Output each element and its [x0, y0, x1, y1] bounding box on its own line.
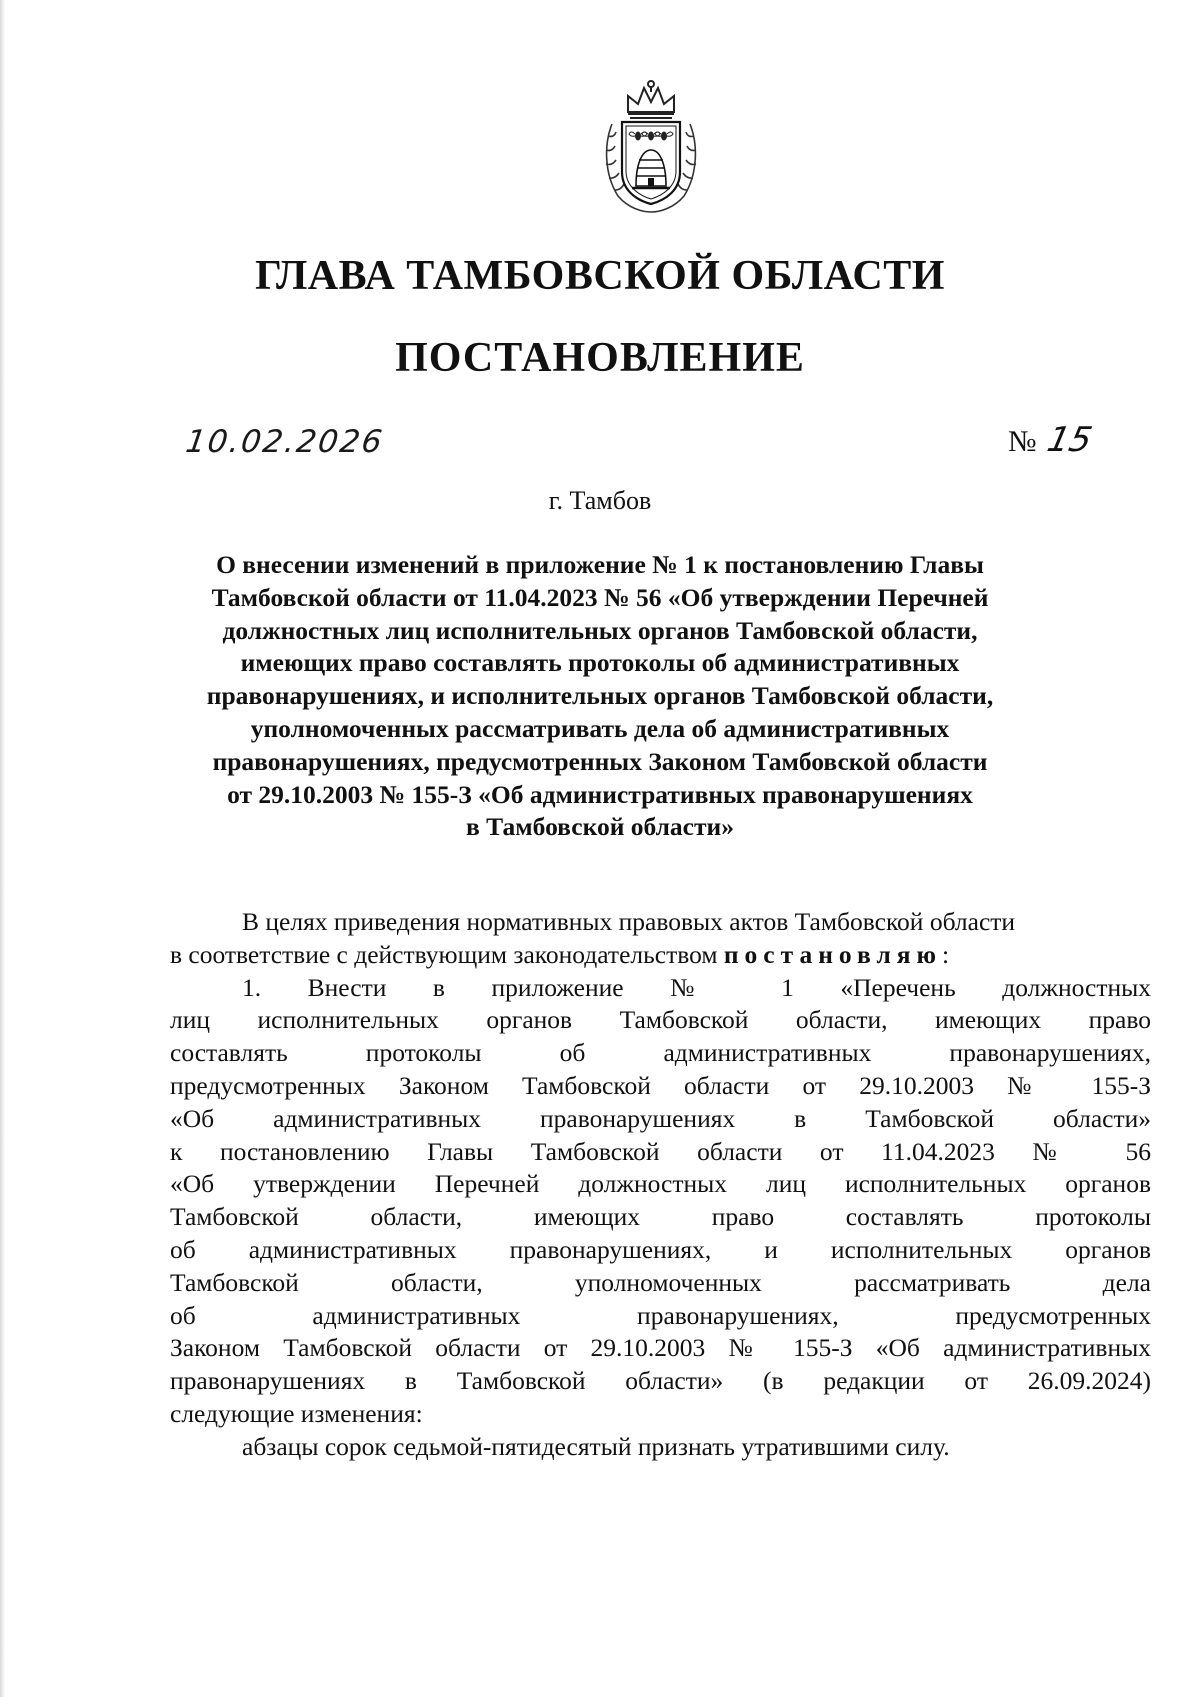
preamble-line: В целях приведения нормативных правовых актов Тамбовской области — [242, 907, 1016, 936]
item-line: следующие изменения: — [170, 1398, 423, 1428]
item-change-line: абзацы сорок седьмой-пятидесятый признать утратившими силу. — [242, 1431, 950, 1461]
title-line: в Тамбовской области» — [466, 812, 734, 842]
document-number — [1008, 420, 1096, 460]
handwritten-date: 10.02.2026 — [183, 424, 387, 460]
item-line: лиц исполнительных органов Тамбовской области, имеющих право — [170, 1005, 1151, 1035]
document-type-heading: ПОСТАНОВЛЕНИЕ — [395, 335, 805, 381]
item-line: составлять протоколы об административных правонарушениях, — [170, 1038, 1151, 1068]
item-line: Законом Тамбовской области от 29.10.2003 № 155-З «Об административных — [170, 1333, 1151, 1363]
item-line: правонарушениях в Тамбовской области» (в редакции от 26.09.2024) — [170, 1366, 1151, 1396]
decree-word: постановляю — [723, 939, 943, 969]
title-line: уполномоченных рассматривать дела об административных — [250, 713, 950, 743]
handwritten-number: 15 — [1043, 420, 1096, 460]
preamble-text: в соответствие с действующим законодательством — [170, 939, 724, 969]
item-line: об административных правонарушениях, предусмотренных — [170, 1300, 1151, 1330]
document-title — [180, 549, 1020, 844]
item-line: предусмотренных Законом Тамбовской области от 29.10.2003 № 155-З — [170, 1070, 1151, 1100]
title-line: должностных лиц исполнительных органов Тамбовской области, — [222, 615, 978, 645]
title-line: правонарушениях, и исполнительных органов Тамбовской области, — [206, 681, 994, 711]
item-line: «Об административных правонарушениях в Тамбовской области» — [170, 1103, 1151, 1133]
title-line: О внесении изменений в приложение № 1 к постановлению Главы — [216, 550, 984, 579]
preamble-line — [170, 939, 1151, 972]
tambov-coat-of-arms-icon — [598, 74, 704, 214]
title-line: имеющих право составлять протоколы об административных — [240, 648, 960, 678]
item-line: об административных правонарушениях, и исполнительных органов — [170, 1234, 1151, 1264]
item-line: Тамбовской области, уполномоченных рассматривать дела — [170, 1267, 1151, 1297]
authority-heading: ГЛАВА ТАМБОВСКОЙ ОБЛАСТИ — [255, 253, 945, 299]
item-line: 1. Внести в приложение № 1 «Перечень должностных — [242, 972, 1151, 1002]
item-line: Тамбовской области, имеющих право составлять протоколы — [170, 1202, 1151, 1232]
item-line: к постановлению Главы Тамбовской области от 11.04.2023 № 56 — [170, 1136, 1151, 1166]
preamble-colon: : — [942, 939, 950, 969]
document-body — [170, 906, 1151, 1464]
city-line: г. Тамбов — [548, 486, 652, 515]
title-line: Тамбовской области от 11.04.2023 № 56 «Об утверждении Перечней — [211, 582, 989, 612]
item-line: «Об утверждении Перечней должностных лиц исполнительных органов — [170, 1169, 1151, 1199]
title-line: от 29.10.2003 № 155-З «Об административных правонарушениях — [227, 779, 973, 809]
title-line: правонарушениях, предусмотренных Законом Тамбовской области — [212, 746, 988, 776]
number-sign: № — [1008, 425, 1037, 458]
